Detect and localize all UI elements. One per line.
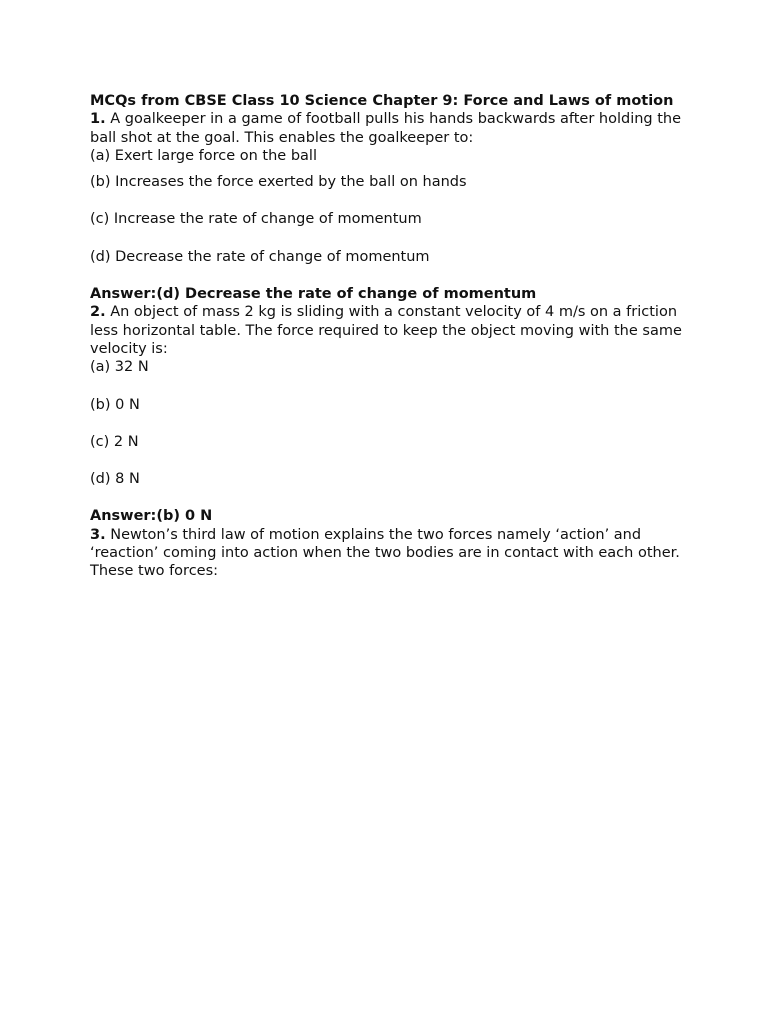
question-text: An object of mass 2 kg is sliding with a constant velocity of 4 m/s on a friction less horizontal table. The force required to keep the object moving with the same velocity is: bbox=[90, 304, 682, 357]
document-page bbox=[90, 92, 690, 581]
question-number: 3. bbox=[90, 526, 106, 543]
option-d: (d) Decrease the rate of change of momentum bbox=[90, 248, 430, 265]
question-3 bbox=[90, 526, 690, 581]
question-text: A goalkeeper in a game of football pulls his hands backwards after holding the ball shot at the goal. This enables the goalkeeper to: bbox=[90, 111, 682, 146]
answer-2: Answer:(b) 0 N bbox=[90, 508, 213, 525]
question-number: 1. bbox=[90, 111, 106, 128]
answer-1: Answer:(d) Decrease the rate of change of momentum bbox=[90, 286, 537, 303]
option-b: (b) Increases the force exerted by the ball on hands bbox=[90, 174, 467, 191]
document-title: MCQs from CBSE Class 10 Science Chapter 9: Force and Laws of motion bbox=[90, 93, 674, 109]
question-2 bbox=[90, 303, 690, 358]
option-c: (c) 2 N bbox=[90, 433, 139, 450]
option-c: (c) Increase the rate of change of momentum bbox=[90, 211, 422, 228]
question-number: 2. bbox=[90, 304, 106, 321]
question-text: Newton’s third law of motion explains the two forces namely ‘action’ and ‘reaction’ coming into action when the two bodies are in contact with each other. These two forces: bbox=[90, 526, 680, 580]
option-b: (b) 0 N bbox=[90, 396, 140, 413]
option-a: (a) Exert large force on the ball bbox=[90, 147, 317, 164]
option-d: (d) 8 N bbox=[90, 471, 140, 488]
question-1 bbox=[90, 110, 690, 147]
option-a: (a) 32 N bbox=[90, 359, 149, 376]
